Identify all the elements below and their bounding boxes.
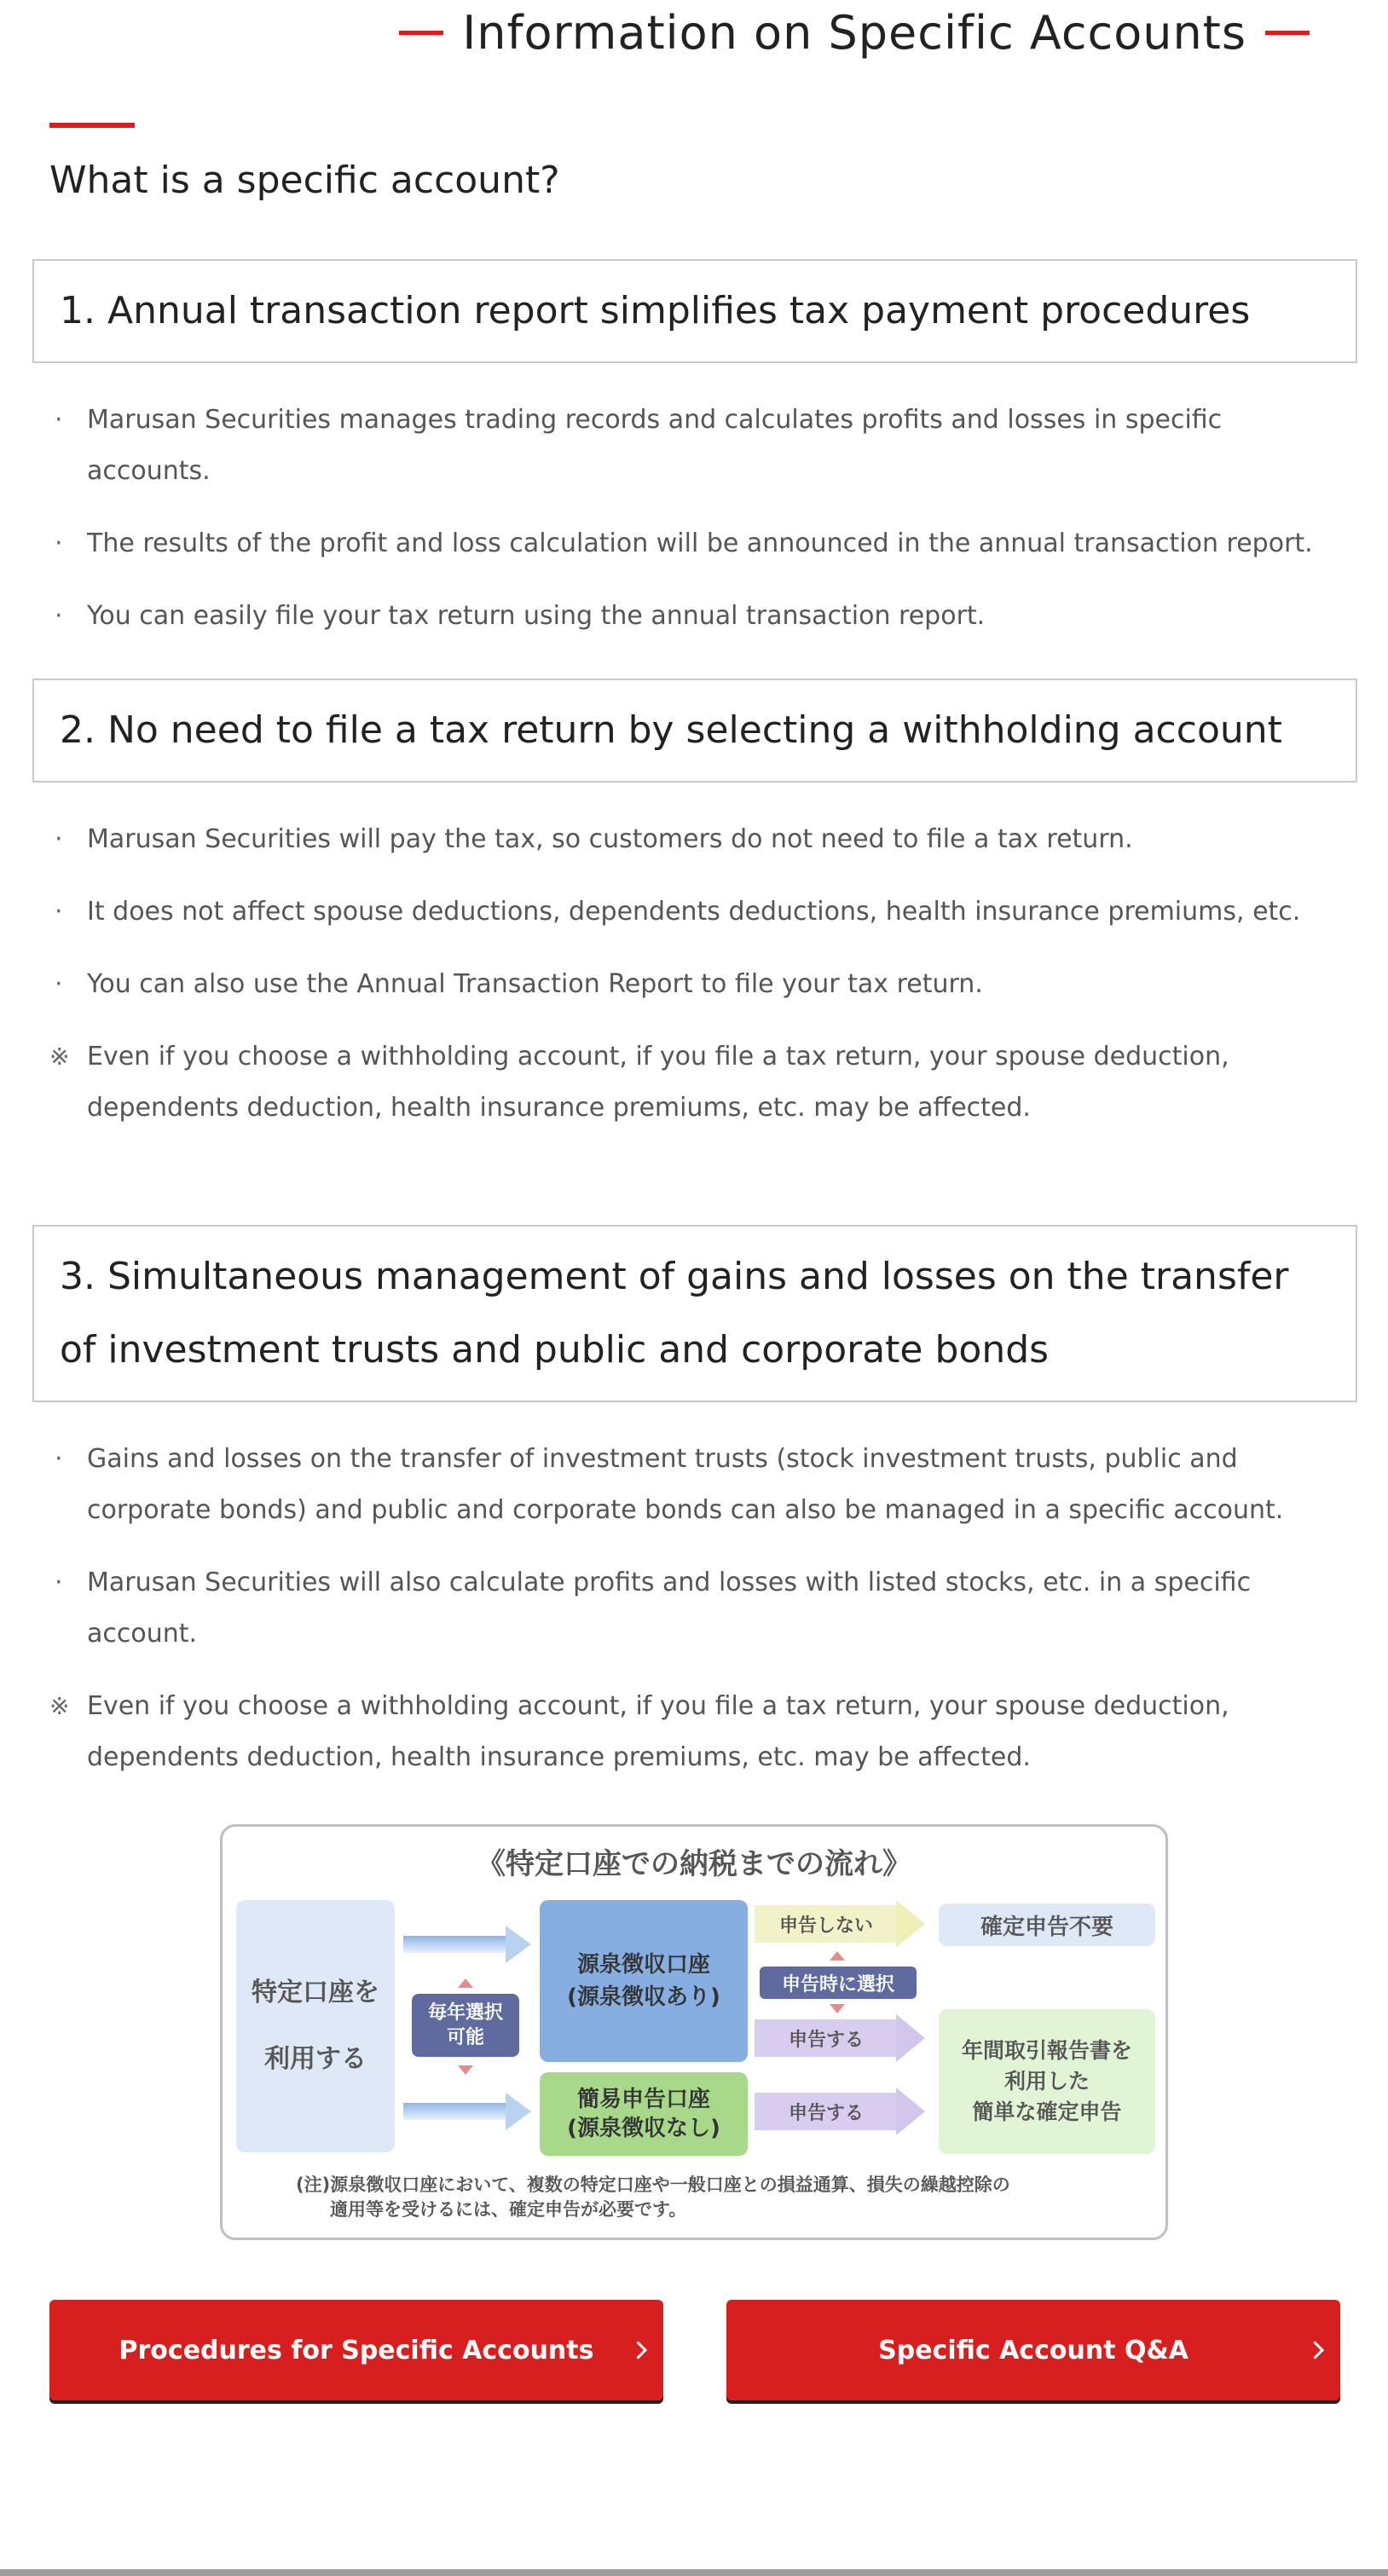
list-item: · It does not affect spouse deductions, dependents deductions, health insurance premiums, etc. — [53, 887, 1349, 938]
chevron-right-icon — [1306, 2341, 1324, 2359]
use-specific-account-box — [236, 1900, 395, 2152]
diagram-note-line2: 適用等を受けるには、確定申告が必要です。 — [330, 2199, 687, 2220]
list-item: · Marusan Securities manages trading records and calculates profits and losses in specific accounts. — [53, 395, 1349, 497]
triangle-up-icon — [830, 1951, 845, 1961]
simple-filing-account-box — [540, 2072, 748, 2156]
tax-flow-diagram — [220, 1824, 1168, 2240]
triangle-down-icon — [830, 2004, 845, 2013]
qa-button-label: Specific Account Q&A — [878, 2335, 1188, 2365]
page-title — [0, 0, 1388, 65]
page-title-text: Information on Specific Accounts — [462, 5, 1246, 60]
file-label-1: 申告する — [755, 2019, 898, 2057]
list-item: · The results of the profit and loss calculation will be announced in the annual transaction report. — [53, 518, 1349, 569]
note-item: ※ Even if you choose a withholding account, if you file a tax return, your spouse deduction, dependents deduction, health insurance premiums, etc. may be affected. — [53, 1031, 1349, 1134]
section-3-heading-line1: 3. Simultaneous management of gains and losses on the transfer — [60, 1255, 1289, 1298]
section-3-heading-line2: of investment trusts and public and corporate bonds — [60, 1328, 1050, 1372]
file-arrow-2-icon — [755, 2093, 925, 2130]
triangle-down-icon — [458, 2065, 473, 2075]
simple-filing-result-line1: 年間取引報告書を — [961, 2038, 1132, 2063]
sub-heading-marker — [49, 123, 135, 128]
section-2-heading-box — [32, 679, 1357, 783]
use-specific-account-line1: 特定口座を — [252, 1978, 379, 2007]
annual-selection-box — [412, 1994, 519, 2057]
arrow-to-withholding-icon — [403, 1931, 531, 1958]
withholding-account-box — [540, 1900, 748, 2062]
triangle-up-icon — [458, 1978, 473, 1988]
procedures-button[interactable] — [49, 2300, 663, 2400]
simple-filing-result-box — [939, 2009, 1155, 2154]
section-2-heading: 2. No need to file a tax return by selecting a withholding account — [60, 708, 1282, 752]
section-2-list — [53, 814, 1349, 1155]
qa-button[interactable] — [726, 2300, 1340, 2400]
annual-selection-line1: 毎年選択 — [427, 2002, 503, 2024]
list-item: · Gains and losses on the transfer of investment trusts (stock investment trusts, public and corporate bonds) and public and corporate bonds can also be managed in a specific account. — [53, 1434, 1349, 1536]
simple-filing-account-line1: 簡易申告口座 — [576, 2087, 710, 2112]
diagram-note — [296, 2173, 1131, 2222]
diagram-note-line1: (注)源泉徴収口座において、複数の特定口座や一般口座との損益通算、損失の繰越控除の — [296, 2175, 1010, 2195]
withholding-account-line1: 源泉徴収口座 — [576, 1952, 710, 1978]
list-item: · Marusan Securities will pay the tax, so customers do not need to file a tax return. — [53, 814, 1349, 865]
note-item: ※ Even if you choose a withholding account, if you file a tax return, your spouse deduction, dependents deduction, health insurance premiums, etc. may be affected. — [53, 1681, 1349, 1783]
simple-filing-account-line2: (源泉徴収なし) — [567, 2116, 720, 2141]
section-1-heading: 1. Annual transaction report simplifies tax payment procedures — [60, 289, 1251, 332]
section-1-list — [53, 395, 1349, 663]
list-item: · Marusan Securities will also calculate profits and losses with listed stocks, etc. in a specific account. — [53, 1557, 1349, 1660]
no-filing-label: 申告しない — [755, 1905, 898, 1943]
list-item: · You can easily file your tax return using the annual transaction report. — [53, 591, 1349, 642]
select-at-filing-box: 申告時に選択 — [760, 1967, 917, 1999]
annual-selection-line2: 可能 — [446, 2027, 484, 2048]
section-3-list — [53, 1434, 1349, 1805]
use-specific-account-line2: 利用する — [264, 2044, 367, 2074]
chevron-right-icon — [629, 2341, 647, 2359]
bottom-divider — [0, 2569, 1388, 2576]
diagram-title: 《特定口座での納税までの流れ》 — [477, 1847, 911, 1881]
sub-heading: What is a specific account? — [49, 159, 560, 202]
simple-filing-result-line3: 簡単な確定申告 — [972, 2099, 1122, 2124]
no-filing-required-box: 確定申告不要 — [939, 1903, 1155, 1946]
title-dash-left — [399, 31, 443, 35]
procedures-button-label: Procedures for Specific Accounts — [119, 2335, 594, 2365]
file-arrow-1-icon — [755, 2019, 925, 2057]
arrow-to-simple-icon — [403, 2098, 531, 2125]
simple-filing-result-line2: 利用した — [1003, 2069, 1090, 2094]
no-filing-arrow-icon — [755, 1905, 925, 1943]
section-3-heading-box — [32, 1225, 1357, 1402]
file-label-2: 申告する — [755, 2093, 898, 2130]
list-item: · You can also use the Annual Transaction Report to file your tax return. — [53, 959, 1349, 1010]
title-dash-right — [1265, 31, 1310, 35]
withholding-account-line2: (源泉徴収あり) — [567, 1984, 720, 2010]
section-1-heading-box — [32, 259, 1357, 363]
